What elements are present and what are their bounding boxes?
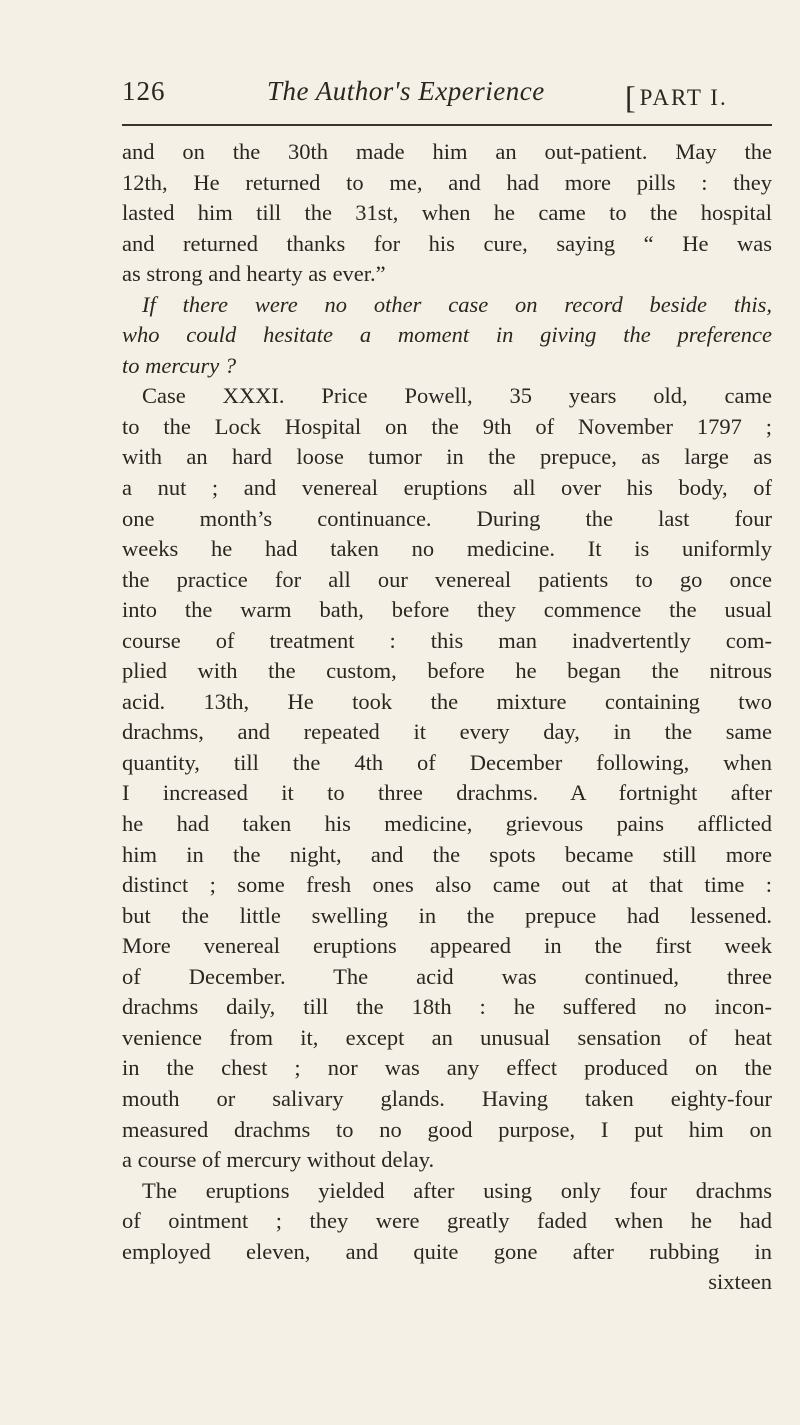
text-line: The eruptions yielded after using only four drachms [142, 1177, 772, 1203]
text-line: Case XXXI. Price Powell, 35 years old, came [142, 383, 772, 409]
text-line: sixteen [708, 1269, 772, 1295]
text-line: to mercury ? [122, 352, 237, 378]
text-line: If there were no other case on record beside this, [142, 291, 772, 317]
text-line: drachms, and repeated it every day, in the same [122, 719, 772, 745]
text-line: who could hesitate a moment in giving the preference [122, 322, 772, 348]
text-line: he had taken his medicine, grievous pains afflicted [122, 811, 772, 837]
text-line: lasted him till the 31st, when he came to the hospital [122, 200, 772, 226]
text-line: in the chest ; nor was any effect produced on the [122, 1055, 772, 1081]
text-line: employed eleven, and quite gone after rubbing in [122, 1238, 772, 1264]
running-header [122, 76, 772, 116]
text-line: but the little swelling in the prepuce had lessened. [122, 902, 772, 928]
page-number: 126 [122, 76, 166, 106]
text-line: a nut ; and venereal eruptions all over his body, of [122, 475, 772, 501]
text-line: course of treatment : this man inadvertently com- [122, 627, 772, 653]
text-line: drachms daily, till the 18th : he suffered no incon- [122, 994, 772, 1020]
text-line: and returned thanks for his cure, saying “ He was [122, 230, 772, 256]
text-line: I increased it to three drachms. A fortnight after [122, 780, 772, 806]
text-line: measured drachms to no good purpose, I put him on [122, 1116, 772, 1142]
text-line: into the warm bath, before they commence the usual [122, 597, 772, 623]
text-line: weeks he had taken no medicine. It is uniformly [122, 536, 772, 562]
text-line: a course of mercury without delay. [122, 1147, 435, 1173]
text-line: one month’s continuance. During the last four [122, 505, 772, 531]
text-line: distinct ; some fresh ones also came out at that time : [122, 872, 772, 898]
text-line: acid. 13th, He took the mixture containing two [122, 688, 772, 714]
text-line: as strong and hearty as ever.” [122, 261, 386, 287]
text-line: 12th, He returned to me, and had more pills : they [122, 169, 772, 195]
body-text [122, 137, 772, 1298]
text-line: the practice for all our venereal patients to go once [122, 566, 772, 592]
header-rule [122, 124, 772, 126]
text-line: plied with the custom, before he began the nitrous [122, 658, 772, 684]
text-line: quantity, till the 4th of December following, when [122, 749, 772, 775]
text-line: him in the night, and the spots became still more [122, 841, 772, 867]
text-line: More venereal eruptions appeared in the first week [122, 933, 772, 959]
text-line: venience from it, except an unusual sensation of heat [122, 1024, 772, 1050]
part-label: [ PART I. [625, 76, 728, 113]
text-line: with an hard loose tumor in the prepuce, as large as [122, 444, 772, 470]
text-line: of ointment ; they were greatly faded when he had [122, 1208, 772, 1234]
text-line: to the Lock Hospital on the 9th of November 1797 ; [122, 413, 772, 439]
text-line: and on the 30th made him an out-patient. May the [122, 139, 772, 164]
text-line: of December. The acid was continued, three [122, 963, 772, 989]
text-line: mouth or salivary glands. Having taken eighty-four [122, 1085, 772, 1111]
running-title: The Author's Experience [267, 76, 545, 106]
